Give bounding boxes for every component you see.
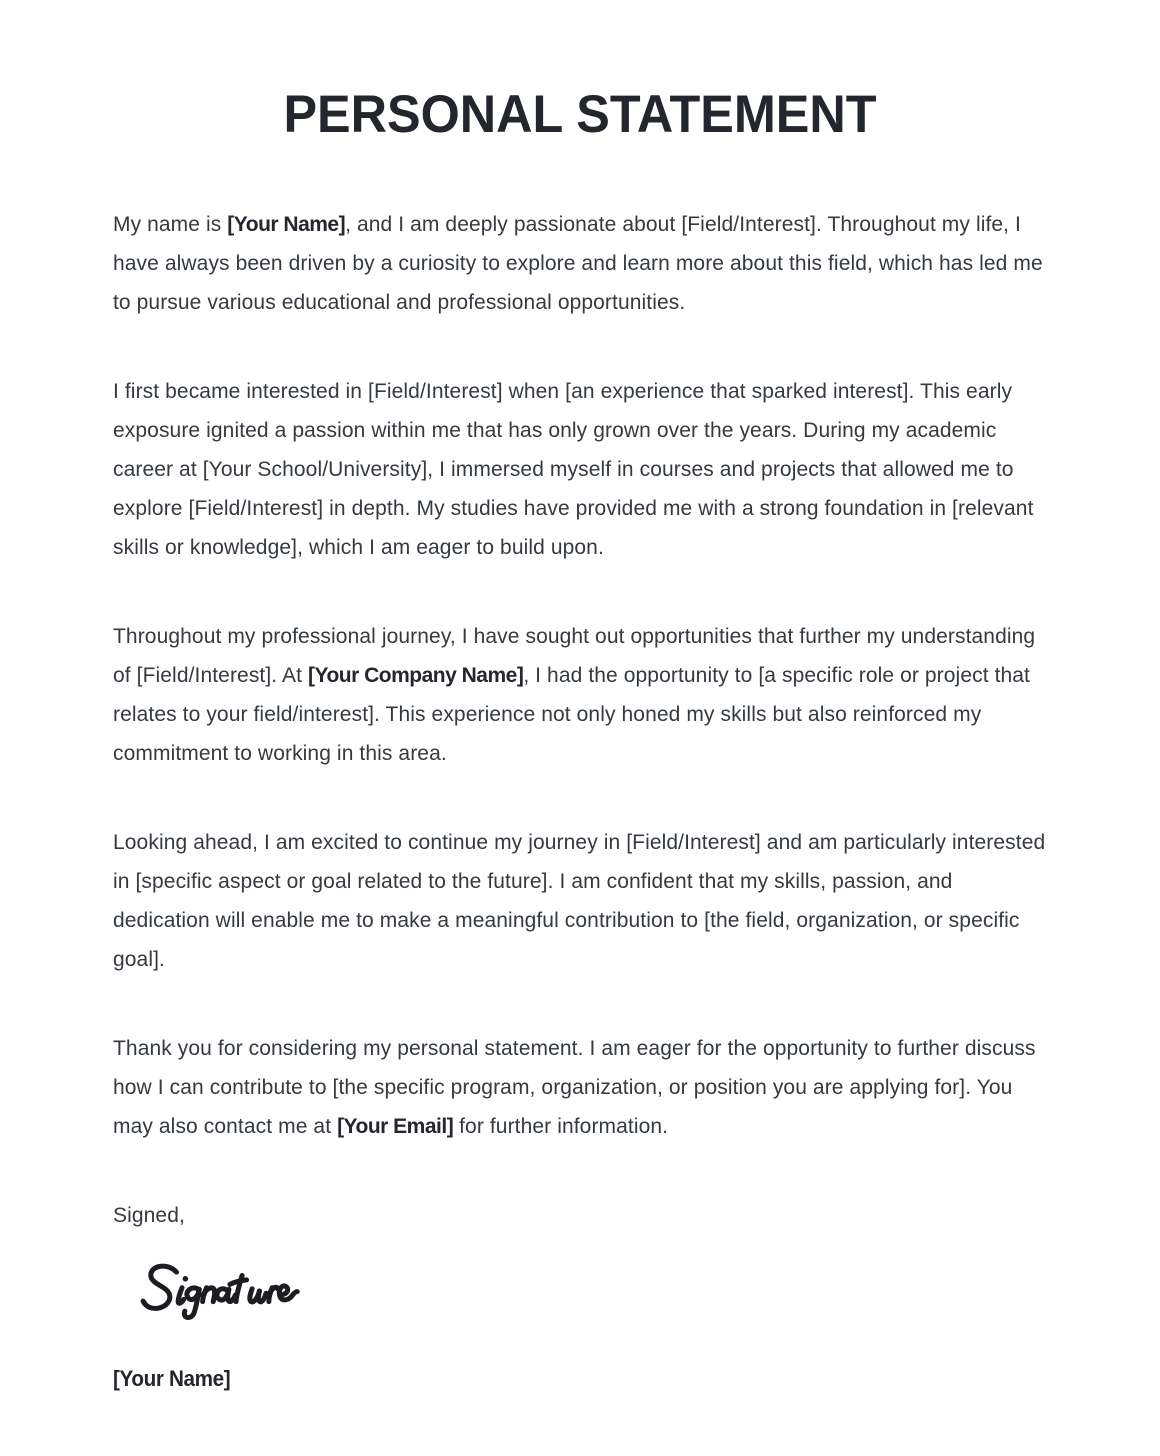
placeholder-bold-text: [Your Name]: [227, 213, 346, 236]
statement-paragraph: [113, 617, 1047, 773]
page-title: PERSONAL STATEMENT: [283, 85, 877, 144]
paragraph-text-run: I first became interested in [Field/Interest] when [an experience that sparked interest]. This early exposure ignited a passion within me that has only grown over the years. During my academic career at [Your School/University], I immersed myself in courses and projects that allowed me to explore [Field/Interest] in depth. My studies have provided me with a strong foundation in [relevant skills or knowledge], which I am eager to build upon.: [113, 380, 1034, 559]
statement-body: [113, 205, 1047, 1146]
placeholder-bold-text: [Your Company Name]: [308, 664, 524, 687]
paragraph-text-run: for further information.: [453, 1115, 669, 1138]
paragraph-text-run: , I had the opportunity to [a specific role or project that relates to your field/interest]. This experience not only honed my skills but also reinforced my commitment to working in this area.: [113, 664, 1030, 765]
paragraph-text-run: Looking ahead, I am excited to continue my journey in [Field/Interest] and am particularly interested in [specific aspect or goal related to the future]. I am confident that my skills, passion, and dedication will enable me to make a meaningful contribution to [the field, organization, or specific goal].: [113, 831, 1046, 971]
signer-name: [Your Name]: [113, 1366, 231, 1391]
signed-label: Signed,: [113, 1204, 185, 1227]
placeholder-bold-text: [Your Email]: [337, 1115, 454, 1138]
statement-paragraph: [113, 1029, 1047, 1146]
signature-cursive-icon: [137, 1261, 305, 1325]
paragraph-text-run: , and I am deeply passionate about [Field/Interest]. Throughout my life, I have always been driven by a curiosity to explore and learn more about this field, which has led me to pursue various educational and professional opportunities.: [113, 213, 1043, 314]
paragraph-text-run: Thank you for considering my personal statement. I am eager for the opportunity to further discuss how I can contribute to [the specific program, organization, or position you are applying for]. You may also contact me at: [113, 1037, 1036, 1138]
signature-image: [137, 1261, 1047, 1325]
paragraph-text-run: Throughout my professional journey, I have sought out opportunities that further my understanding of [Field/Interest]. At: [113, 625, 1036, 687]
paragraph-text-run: My name is: [113, 213, 228, 236]
statement-paragraph: [113, 372, 1047, 567]
statement-paragraph: [113, 205, 1047, 322]
statement-paragraph: [113, 823, 1047, 979]
